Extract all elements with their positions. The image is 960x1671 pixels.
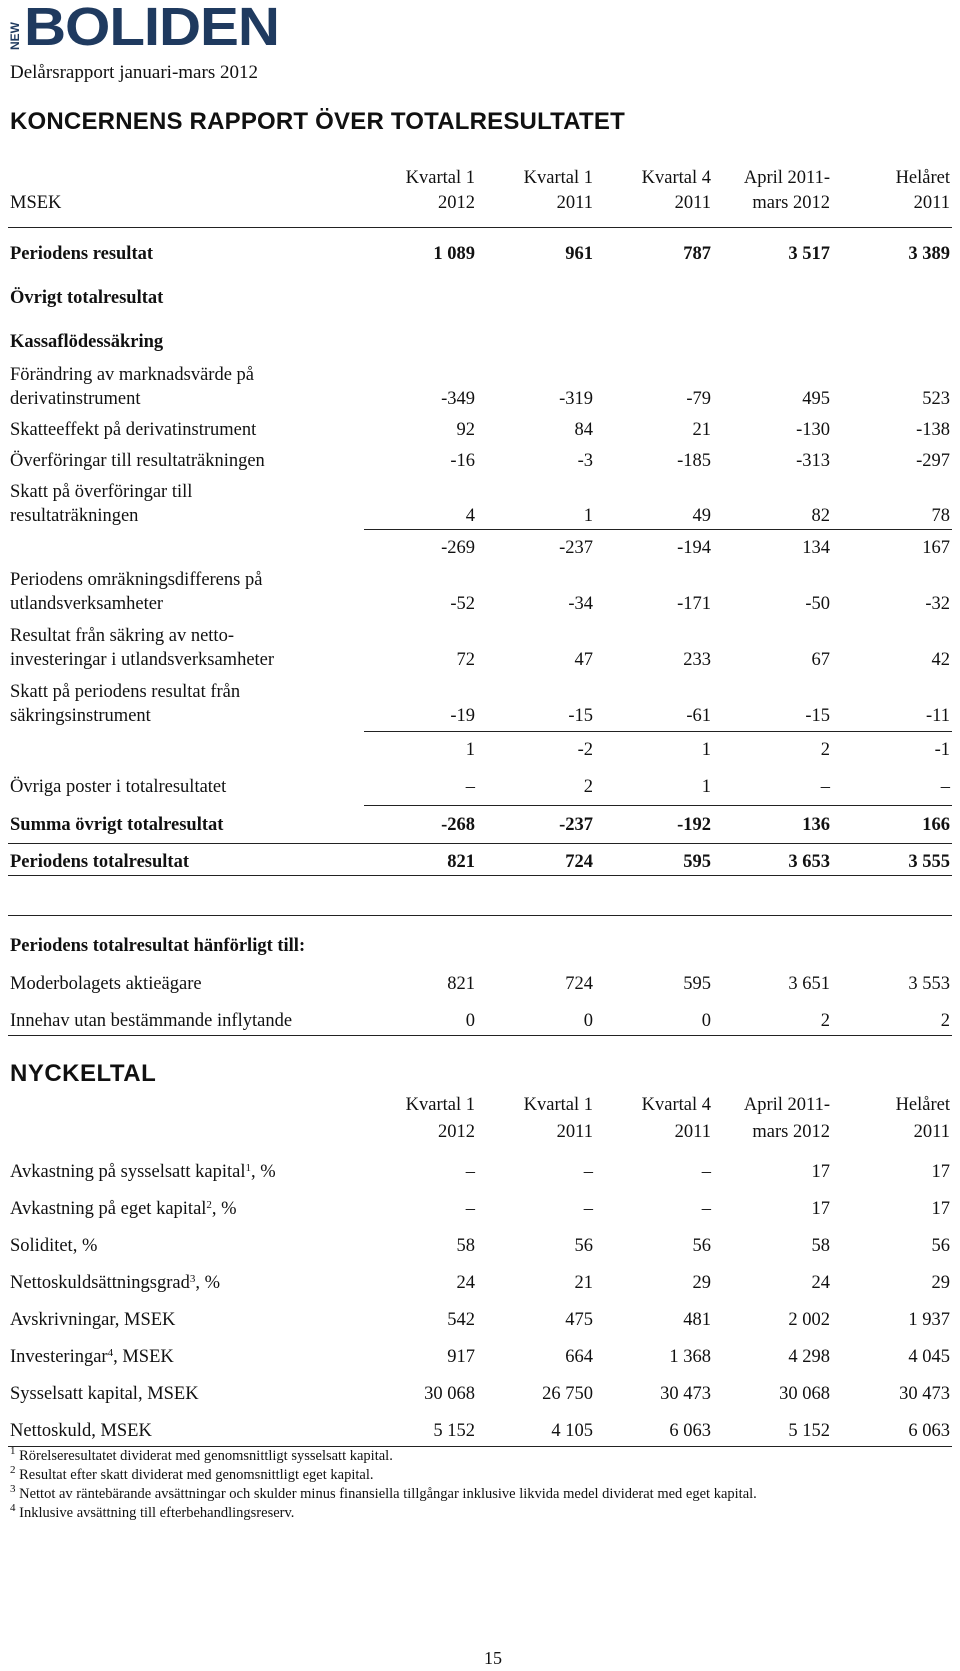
kf-col-header-3-line1: Kvartal 4 [641, 1095, 711, 1115]
total-divider [8, 843, 952, 844]
col-header-4-line2: mars 2012 [752, 193, 830, 213]
cell: 0 [583, 1011, 593, 1031]
row-label-line2: säkringsinstrument [10, 706, 151, 726]
row-label-line1: Resultat från säkring av netto- [10, 626, 234, 646]
cell: 3 389 [908, 244, 950, 264]
row-label: Övriga poster i totalresultatet [10, 777, 227, 797]
row-label-line1: Periodens omräkningsdifferens på [10, 570, 263, 590]
keyfigure-label-suffix: , % [251, 1162, 276, 1182]
footnote [10, 1447, 757, 1466]
col-header-2-line1: Kvartal 1 [523, 168, 593, 188]
row-label: Kassaflödessäkring [10, 332, 164, 352]
cell: -194 [677, 538, 711, 558]
cell: -52 [450, 594, 475, 614]
cell: 3 553 [908, 974, 950, 994]
footnote-number: 2 [10, 1464, 16, 1476]
row-label: Summa övrigt totalresultat [10, 815, 224, 835]
cell: -19 [450, 706, 475, 726]
logo-wordmark: BOLIDEN [24, 0, 279, 57]
logo-prefix [10, 22, 21, 50]
cell: -79 [686, 389, 711, 409]
cell: 24 [811, 1273, 830, 1293]
row-label: Överföringar till resultaträkningen [10, 451, 265, 471]
cell: 821 [447, 974, 475, 994]
boliden-logo [8, 0, 279, 57]
subtotal-divider [364, 731, 952, 732]
cell: -61 [686, 706, 711, 726]
cell: -1 [934, 740, 950, 760]
cell: 136 [802, 815, 830, 835]
keyfigure-label-suffix: , MSEK [113, 1347, 174, 1367]
cell: -269 [441, 538, 475, 558]
cell: 4 298 [788, 1347, 830, 1367]
cell: 56 [931, 1236, 950, 1256]
keyfigure-label-text: Investeringar [10, 1347, 108, 1367]
keyfigure-label: Avskrivningar, MSEK [10, 1310, 176, 1330]
row-label: Innehav utan bestämmande inflytande [10, 1011, 293, 1031]
section-divider [8, 915, 952, 916]
cell: 30 068 [779, 1384, 830, 1404]
col-header-1-line2: 2012 [438, 193, 475, 213]
cell: -15 [805, 706, 830, 726]
footnote-ref: 3 [189, 1273, 196, 1285]
cell: 3 653 [788, 852, 830, 872]
cell: -15 [568, 706, 593, 726]
keyfigure-label [10, 1273, 220, 1294]
cell: 787 [683, 244, 711, 264]
cell: 2 [583, 777, 593, 797]
cell: -313 [796, 451, 830, 471]
col-header-5-line1: Helåret [895, 168, 950, 188]
row-label-line2: resultaträkningen [10, 506, 139, 526]
cell: – [701, 1162, 711, 1182]
cell: -32 [925, 594, 950, 614]
keyfigure-label-suffix: , % [211, 1199, 237, 1219]
unit-label: MSEK [10, 193, 62, 213]
total-divider [364, 805, 952, 806]
cell: – [701, 1199, 711, 1219]
cell: 3 555 [908, 852, 950, 872]
row-label-line1: Förändring av marknadsvärde på [10, 365, 255, 385]
kf-col-header-1-line2: 2012 [438, 1122, 475, 1142]
cell: 82 [811, 506, 830, 526]
cell: 42 [931, 650, 950, 670]
keyfigure-label-text: Avkastning på sysselsatt kapital [10, 1162, 246, 1182]
cell: 724 [565, 974, 593, 994]
cell: – [583, 1162, 593, 1182]
cell: -34 [568, 594, 593, 614]
cell: 17 [931, 1199, 950, 1219]
keyfigure-label: Soliditet, % [10, 1236, 98, 1256]
cell: 56 [692, 1236, 711, 1256]
footnote-text: Resultat efter skatt dividerat med genomsnittligt eget kapital. [19, 1467, 374, 1483]
cell: 5 152 [788, 1421, 830, 1441]
cell: 2 002 [788, 1310, 830, 1330]
cell: -349 [441, 389, 475, 409]
row-label-line1: Skatt på överföringar till [10, 482, 193, 502]
subtotal-divider [364, 529, 952, 530]
cell: -237 [559, 538, 593, 558]
keyfigure-label [10, 1199, 237, 1220]
cell: 134 [802, 538, 830, 558]
cell: 523 [922, 389, 950, 409]
footnote [10, 1485, 757, 1504]
section-title-totalresultat: KONCERNENS RAPPORT ÖVER TOTALRESULTATET [10, 108, 625, 135]
cell: 3 651 [788, 974, 830, 994]
cell: 29 [931, 1273, 950, 1293]
cell: 92 [456, 420, 475, 440]
cell: 2 [820, 1011, 830, 1031]
cell: 4 [465, 506, 475, 526]
footnote-text: Inklusive avsättning till efterbehandlingsreserv. [19, 1505, 295, 1521]
cell: 6 063 [669, 1421, 711, 1441]
row-label: Periodens totalresultat hänförligt till: [10, 936, 306, 956]
kf-col-header-1-line1: Kvartal 1 [405, 1095, 475, 1115]
cell: 1 089 [433, 244, 475, 264]
cell: 5 152 [433, 1421, 475, 1441]
cell: 78 [931, 506, 950, 526]
cell: 21 [692, 420, 711, 440]
cell: -319 [559, 389, 593, 409]
table-bottom-divider [8, 1035, 952, 1036]
col-header-3-line2: 2011 [674, 193, 711, 213]
cell: 26 750 [542, 1384, 593, 1404]
cell: 6 063 [908, 1421, 950, 1441]
keyfigure-label-text: Nettoskuldsättningsgrad [10, 1273, 190, 1293]
footnote-text: Nettot av räntebärande avsättningar och skulder minus finansiella tillgångar inklusive likvida medel dividerat med eget kapital. [19, 1486, 757, 1502]
cell: 2 [940, 1011, 950, 1031]
row-label-line2: investeringar i utlandsverksamheter [10, 650, 275, 670]
cell: 84 [574, 420, 593, 440]
cell: 542 [447, 1310, 475, 1330]
col-header-2-line2: 2011 [556, 193, 593, 213]
cell: -3 [577, 451, 593, 471]
cell: 595 [683, 974, 711, 994]
cell: 67 [811, 650, 830, 670]
cell: 595 [683, 852, 711, 872]
footnote-ref: 1 [245, 1162, 251, 1174]
footnote-text: Rörelseresultatet dividerat med genomsnittligt sysselsatt kapital. [19, 1448, 393, 1464]
footnote [10, 1466, 757, 1485]
cell: -50 [805, 594, 830, 614]
cell: 30 473 [660, 1384, 711, 1404]
cell: 917 [447, 1347, 475, 1367]
cell: 17 [811, 1199, 830, 1219]
cell: -11 [926, 706, 950, 726]
cell: 2 [820, 740, 830, 760]
cell: 1 937 [908, 1310, 950, 1330]
grand-total-divider [8, 875, 952, 876]
cell: -130 [796, 420, 830, 440]
footnote-ref: 2 [206, 1199, 212, 1211]
kf-col-header-5-line1: Helåret [895, 1095, 950, 1115]
keyfigure-label: Sysselsatt kapital, MSEK [10, 1384, 199, 1404]
cell: 30 473 [899, 1384, 950, 1404]
cell: 495 [802, 389, 830, 409]
cell: 1 368 [669, 1347, 711, 1367]
cell: 1 [583, 506, 593, 526]
footnote [10, 1504, 757, 1523]
cell: – [465, 777, 475, 797]
row-label-line2: utlandsverksamheter [10, 594, 164, 614]
cell: 1 [701, 740, 711, 760]
col-header-3-line1: Kvartal 4 [641, 168, 711, 188]
cell: -192 [677, 815, 711, 835]
keyfigure-label: Nettoskuld, MSEK [10, 1421, 152, 1441]
cell: -237 [559, 815, 593, 835]
cell: 4 105 [551, 1421, 593, 1441]
keyfigure-label [10, 1347, 174, 1368]
logo-prefix-text: NEW [8, 22, 22, 50]
kf-col-header-5-line2: 2011 [913, 1122, 950, 1142]
col-header-1-line1: Kvartal 1 [405, 168, 475, 188]
cell: 4 045 [908, 1347, 950, 1367]
cell: 167 [922, 538, 950, 558]
cell: 49 [692, 506, 711, 526]
keyfigure-label-text: Avkastning på eget kapital [10, 1199, 207, 1219]
cell: -185 [677, 451, 711, 471]
cell: -268 [441, 815, 475, 835]
row-label: Övrigt totalresultat [10, 288, 164, 308]
row-label: Periodens resultat [10, 244, 154, 264]
cell: -297 [916, 451, 950, 471]
row-label-line2: derivatinstrument [10, 389, 141, 409]
cell: 961 [565, 244, 593, 264]
kf-col-header-4-line2: mars 2012 [752, 1122, 830, 1142]
cell: – [465, 1199, 475, 1219]
cell: 56 [574, 1236, 593, 1256]
footnote-number: 3 [10, 1483, 16, 1495]
cell: – [465, 1162, 475, 1182]
cell: 664 [565, 1347, 593, 1367]
kf-col-header-4-line1: April 2011- [743, 1095, 830, 1115]
cell: 58 [811, 1236, 830, 1256]
cell: -171 [677, 594, 711, 614]
cell: 29 [692, 1273, 711, 1293]
row-label-line1: Skatt på periodens resultat från [10, 682, 241, 702]
cell: 1 [465, 740, 475, 760]
cell: 47 [574, 650, 593, 670]
cell: 0 [465, 1011, 475, 1031]
kf-col-header-2-line2: 2011 [556, 1122, 593, 1142]
report-subtitle: Delårsrapport januari-mars 2012 [10, 62, 258, 83]
keyfigure-label [10, 1162, 276, 1183]
cell: 17 [811, 1162, 830, 1182]
cell: 21 [574, 1273, 593, 1293]
col-header-4-line1: April 2011- [743, 168, 830, 188]
cell: -138 [916, 420, 950, 440]
footnote-number: 1 [10, 1445, 16, 1457]
cell: 475 [565, 1310, 593, 1330]
cell: 58 [456, 1236, 475, 1256]
kf-col-header-3-line2: 2011 [674, 1122, 711, 1142]
cell: 0 [701, 1011, 711, 1031]
kf-col-header-2-line1: Kvartal 1 [523, 1095, 593, 1115]
cell: 481 [683, 1310, 711, 1330]
header-divider [8, 227, 952, 228]
cell: – [940, 777, 950, 797]
cell: 233 [683, 650, 711, 670]
cell: 3 517 [788, 244, 830, 264]
cell: – [820, 777, 830, 797]
section-title-nyckeltal: NYCKELTAL [10, 1060, 157, 1087]
cell: 821 [447, 852, 475, 872]
col-header-5-line2: 2011 [913, 193, 950, 213]
row-label: Skatteeffekt på derivatinstrument [10, 420, 257, 440]
footnote-ref: 4 [107, 1347, 114, 1359]
cell: -2 [577, 740, 593, 760]
cell: – [583, 1199, 593, 1219]
cell: 1 [701, 777, 711, 797]
row-label: Moderbolagets aktieägare [10, 974, 202, 994]
cell: 17 [931, 1162, 950, 1182]
cell: 30 068 [424, 1384, 475, 1404]
cell: 72 [456, 650, 475, 670]
row-label: Periodens totalresultat [10, 852, 189, 872]
footnote-number: 4 [10, 1502, 16, 1514]
cell: 166 [922, 815, 950, 835]
cell: 724 [565, 852, 593, 872]
footnotes [10, 1447, 757, 1523]
cell: -16 [450, 451, 475, 471]
cell: 24 [456, 1273, 475, 1293]
page-number: 15 [484, 1648, 502, 1668]
keyfigure-label-suffix: , % [195, 1273, 221, 1293]
